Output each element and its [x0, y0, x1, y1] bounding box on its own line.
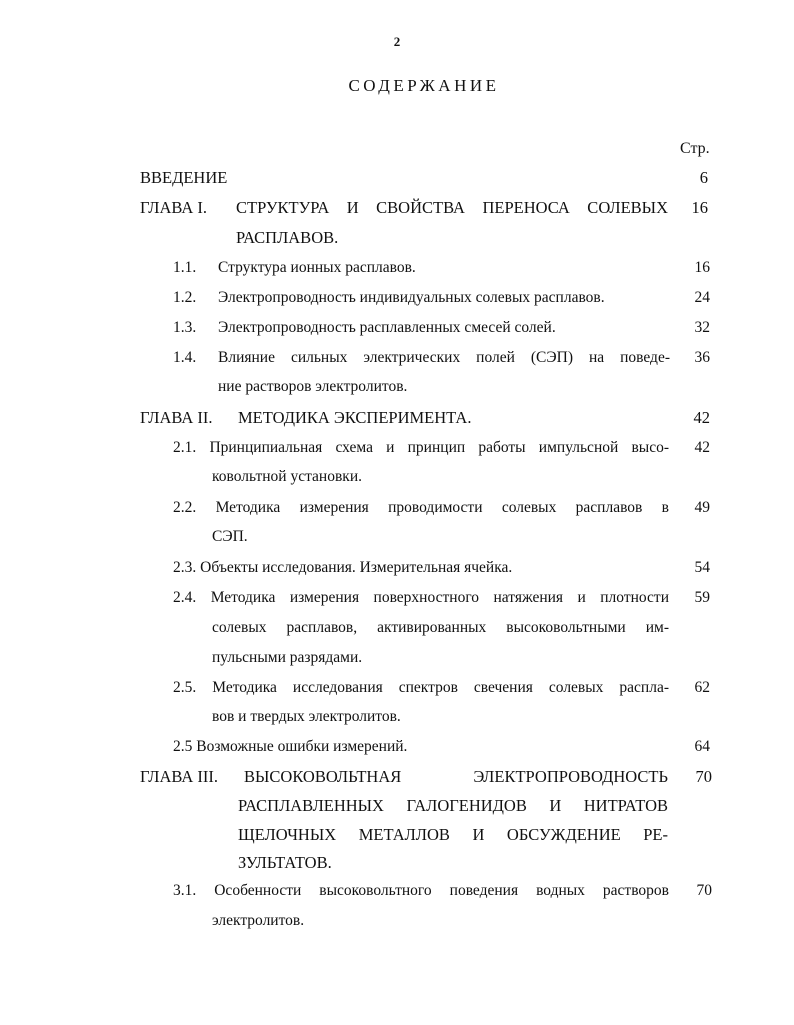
page-column-header: Стр.	[680, 140, 710, 157]
toc-ch3-title-line1: ВЫСОКОВОЛЬТНАЯ ЭЛЕКТРОПРОВОДНОСТЬ	[244, 767, 668, 786]
toc-ch3-title-line4: ЗУЛЬТАТОВ.	[238, 853, 332, 872]
toc-ch3-prefix: ГЛАВА III.	[140, 767, 219, 786]
toc-ch1-title-line1: СТРУКТУРА И СВОЙСТВА ПЕРЕНОСА СОЛЕВЫХ	[236, 198, 668, 217]
toc-1-4-title-line1: Влияние сильных электрических полей (СЭП) на поведе-	[218, 349, 670, 366]
toc-ch2-prefix: ГЛАВА II.	[140, 408, 213, 427]
toc-3-1-page: 70	[696, 882, 712, 899]
toc-1-4-title-line2: ние растворов электролитов.	[218, 378, 408, 395]
toc-intro-page: 6	[699, 168, 708, 187]
toc-ch3-page: 70	[695, 767, 712, 786]
toc-1-2-title: Электропроводность индивидуальных солевых расплавов.	[218, 289, 605, 306]
toc-1-4-num: 1.4.	[173, 349, 197, 366]
toc-1-1-title: Структура ионных расплавов.	[218, 259, 416, 276]
toc-2-2-line1: 2.2. Методика измерения проводимости солевых расплавов в	[173, 499, 669, 516]
toc-1-4-page: 36	[694, 349, 710, 366]
toc-2-1-line1: 2.1. Принципиальная схема и принцип работы импульсной высо-	[173, 439, 669, 456]
toc-3-1-line2: электролитов.	[212, 912, 305, 929]
toc-1-1-page: 16	[694, 259, 710, 276]
page-title: СОДЕРЖАНИЕ	[348, 76, 500, 95]
toc-ch2-page: 42	[693, 408, 710, 427]
toc-2-2-page: 49	[694, 499, 710, 516]
toc-2-3-page: 54	[694, 559, 710, 576]
toc-1-1-num: 1.1.	[173, 259, 197, 276]
toc-2-3-line1: 2.3. Объекты исследования. Измерительная ячейка.	[173, 559, 513, 576]
toc-1-3-page: 32	[694, 319, 710, 336]
toc-2-4-page: 59	[694, 589, 710, 606]
toc-1-2-page: 24	[694, 289, 710, 306]
toc-2-6-line1: 2.5 Возможные ошибки измерений.	[173, 738, 408, 755]
toc-2-4-line2: солевых расплавов, активированных высоковольтными им-	[212, 619, 669, 636]
toc-1-3-title: Электропроводность расплавленных смесей солей.	[218, 319, 556, 336]
toc-ch1-title-line2: РАСПЛАВОВ.	[236, 228, 339, 247]
toc-ch3-title-line2: РАСПЛАВЛЕННЫХ ГАЛОГЕНИДОВ И НИТРАТОВ	[238, 796, 668, 815]
toc-3-1-line1: 3.1. Особенности высоковольтного поведения водных растворов	[173, 882, 669, 899]
toc-2-4-line3: пульсными разрядами.	[212, 649, 363, 666]
toc-1-2-num: 1.2.	[173, 289, 197, 306]
toc-ch1-page: 16	[691, 198, 708, 217]
toc-2-5-page: 62	[694, 679, 710, 696]
toc-1-3-num: 1.3.	[173, 319, 197, 336]
toc-2-6-page: 64	[694, 738, 710, 755]
toc-2-5-line2: вов и твердых электролитов.	[212, 708, 401, 725]
toc-ch2-title: МЕТОДИКА ЭКСПЕРИМЕНТА.	[238, 408, 472, 427]
toc-2-5-line1: 2.5. Методика исследования спектров свечения солевых распла-	[173, 679, 669, 696]
toc-2-2-line2: СЭП.	[212, 528, 248, 545]
toc-2-1-page: 42	[694, 439, 710, 456]
toc-2-1-line2: ковольтной установки.	[212, 468, 362, 485]
toc-ch3-title-line3: ЩЕЛОЧНЫХ МЕТАЛЛОВ И ОБСУЖДЕНИЕ РЕ-	[238, 825, 668, 844]
toc-2-4-line1: 2.4. Методика измерения поверхностного натяжения и плотности	[173, 589, 669, 606]
toc-ch1-prefix: ГЛАВА I.	[140, 198, 208, 217]
toc-intro-label: ВВЕДЕНИЕ	[140, 168, 228, 187]
page-number: 2	[393, 34, 401, 49]
